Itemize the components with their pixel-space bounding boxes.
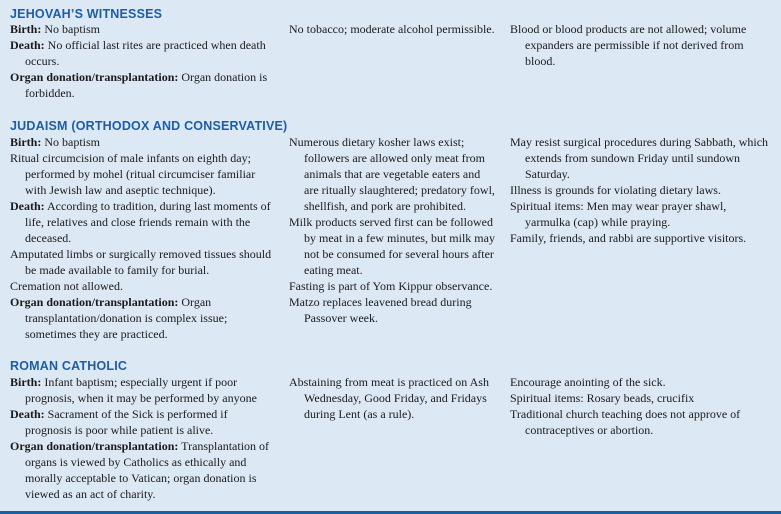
entry-illness-practice: Blood or blood products are not allowed; volume expanders are permissible if not derived from blood.: [510, 22, 747, 68]
entry-birth: [10, 374, 272, 406]
entry-text: No baptism: [41, 22, 101, 36]
entry-text: Ritual circumcision of male infants on eighth day; performed by mohel (ritual circumciser familiar with Jewish law and aseptic technique).: [10, 151, 256, 197]
entry-text: Organ donation is forbidden.: [25, 70, 268, 100]
entry-illness-practice: Spiritual items: Men may wear prayer shawl, yarmulka (cap) while praying.: [510, 199, 727, 229]
entry-label: Birth:: [10, 375, 42, 389]
entry-label: Birth:: [10, 22, 42, 36]
entry-illness-practice: May resist surgical procedures during Sabbath, which extends from sundown Friday until sundown Saturday.: [510, 135, 769, 181]
entry-death: [10, 406, 272, 438]
entry-label: Organ donation/transplantation:: [10, 70, 179, 84]
entry-death: [10, 37, 272, 69]
entry-text: Cremation not allowed.: [10, 279, 123, 293]
entry-label: Death:: [10, 407, 45, 421]
entry-circumcision: [10, 150, 272, 198]
entry-text: Amputated limbs or surgically removed tissues should be made available to family for burial.: [10, 247, 272, 277]
entry-text: No official last rites are practiced when death occurs.: [25, 38, 266, 68]
entry-illness-practice: Encourage anointing of the sick.: [510, 375, 666, 389]
entry-diet: Abstaining from meat is practiced on Ash Wednesday, Good Friday, and Fridays during Lent (as a rule).: [289, 375, 489, 421]
column-diet: [289, 374, 497, 422]
entry-diet: No tobacco; moderate alcohol permissible.: [289, 22, 495, 36]
column-illness-practices: [510, 21, 772, 69]
column-illness-practices: [510, 374, 772, 438]
entry-text: Transplantation of organs is viewed by Catholics as ethically and morally acceptable to Vatican; organ donation is viewed as an act of charity.: [25, 439, 270, 501]
section-heading: JUDAISM (ORTHODOX AND CONSERVATIVE): [10, 119, 288, 133]
entry-diet: Matzo replaces leavened bread during Passover week.: [289, 295, 472, 325]
column-diet: [289, 134, 497, 326]
column-birth-death-organ: [10, 21, 272, 101]
entry-text: According to tradition, during last moments of life, relatives and close friends remain with the deceased.: [25, 199, 271, 245]
entry-label: Organ donation/transplantation:: [10, 439, 179, 453]
column-birth-death-organ: [10, 374, 272, 502]
entry-cremation: [10, 278, 272, 294]
entry-illness-practice: Traditional church teaching does not approve of contraceptives or abortion.: [510, 407, 741, 437]
entry-illness-practice: Family, friends, and rabbi are supportive visitors.: [510, 231, 747, 245]
entry-text: Sacrament of the Sick is performed if prognosis is poor while patient is alive.: [25, 407, 228, 437]
column-birth-death-organ: [10, 134, 272, 342]
section-heading: ROMAN CATHOLIC: [10, 359, 128, 373]
entry-diet: Fasting is part of Yom Kippur observance.: [289, 279, 493, 293]
entry-organ-donation: [10, 69, 272, 101]
entry-diet: Numerous dietary kosher laws exist; followers are allowed only meat from animals that are vegetable eaters and are ritually slaughtered; predatory fowl, shellfish, and pork are prohibited.: [289, 135, 495, 213]
section-heading: JEHOVAH’S WITNESSES: [10, 7, 163, 21]
entry-diet: Milk products served first can be followed by meat in a few minutes, but milk may not be consumed for several hours after eating meat.: [289, 215, 495, 277]
entry-death: [10, 198, 272, 246]
entry-organ-donation: [10, 438, 272, 502]
entry-illness-practice: Illness is grounds for violating dietary laws.: [510, 183, 721, 197]
entry-label: Death:: [10, 38, 45, 52]
column-diet: [289, 21, 497, 37]
entry-text: Infant baptism; especially urgent if poor prognosis, when it may be performed by anyone: [25, 375, 257, 405]
entry-text: Organ transplantation/donation is complex issue; sometimes they are practiced.: [25, 295, 228, 341]
entry-label: Organ donation/transplantation:: [10, 295, 179, 309]
entry-birth: [10, 134, 272, 150]
entry-birth: [10, 21, 272, 37]
entry-label: Death:: [10, 199, 45, 213]
entry-text: No baptism: [41, 135, 101, 149]
column-illness-practices: [510, 134, 772, 246]
entry-label: Birth:: [10, 135, 42, 149]
entry-amputated-limbs: [10, 246, 272, 278]
entry-organ-donation: [10, 294, 272, 342]
entry-illness-practice: Spiritual items: Rosary beads, crucifix: [510, 391, 695, 405]
